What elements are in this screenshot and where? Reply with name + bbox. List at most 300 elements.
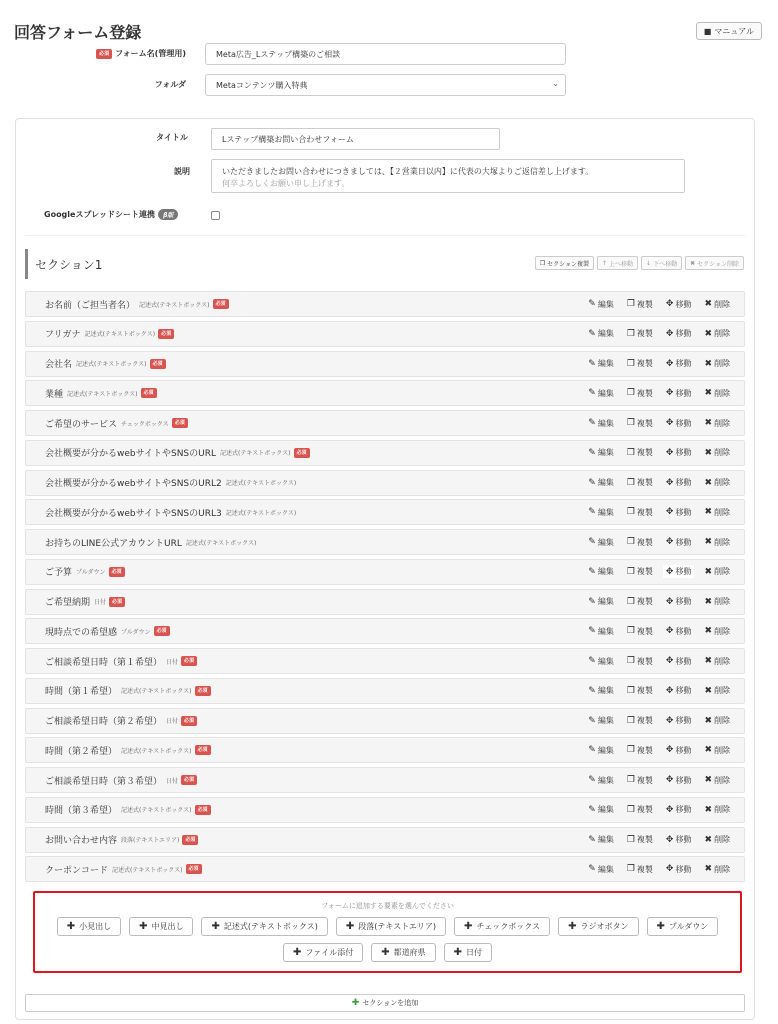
description-line-2: 何卒よろしくお願い申し上げます。	[222, 179, 350, 188]
plus-icon: ✚	[66, 921, 76, 932]
question-title[interactable]: 現時点での希望感	[45, 627, 118, 638]
question-row	[25, 648, 745, 674]
edit-label: 編集	[597, 418, 614, 428]
edit-button[interactable]	[588, 328, 614, 339]
edit-label: 編集	[597, 775, 614, 785]
form-name-label: フォーム名(管理用)	[115, 49, 186, 58]
pencil-icon: ✎	[588, 537, 596, 547]
plus-icon: ✚	[453, 947, 462, 958]
copy-label: 複製	[636, 626, 653, 636]
question-type: プルダウン	[121, 628, 151, 636]
question-title[interactable]: ご相談希望日時（第１希望）	[45, 657, 163, 668]
delete-label: 削除	[714, 775, 730, 785]
edit-button[interactable]	[588, 626, 614, 637]
add-element-button[interactable]	[336, 917, 446, 936]
pencil-icon: ✎	[588, 864, 596, 875]
close-icon: ✖	[704, 775, 712, 785]
pencil-icon: ✎	[588, 388, 596, 399]
add-section-label: セクションを追加	[362, 999, 419, 1007]
question-actions	[588, 828, 730, 852]
question-actions	[588, 857, 730, 881]
edit-button[interactable]	[588, 834, 614, 845]
question-row	[25, 737, 745, 763]
copy-icon: ❐	[626, 507, 635, 518]
edit-button[interactable]	[588, 388, 614, 399]
copy-button[interactable]	[627, 418, 653, 429]
sheets-label: Googleスプレッドシート連携	[44, 210, 156, 219]
pencil-icon: ✎	[588, 685, 596, 696]
add-element-button[interactable]	[57, 917, 121, 936]
move-label: 移動	[675, 478, 692, 487]
section-tool-button[interactable]	[535, 256, 594, 270]
add-element-button[interactable]	[454, 917, 550, 936]
copy-button[interactable]	[627, 566, 653, 577]
pencil-icon: ✎	[588, 626, 596, 637]
add-element-button[interactable]	[201, 917, 327, 936]
delete-label: 削除	[714, 745, 730, 755]
delete-button[interactable]	[704, 715, 730, 726]
delete-label: 削除	[714, 537, 730, 547]
edit-button[interactable]	[588, 447, 614, 458]
book-icon: ■	[703, 26, 712, 36]
section-tool-button[interactable]	[685, 256, 744, 270]
copy-label: 複製	[636, 686, 653, 696]
delete-button[interactable]	[704, 358, 730, 369]
question-type: 記述式(テキストボックス)	[112, 866, 183, 874]
move-icon: ✥	[665, 328, 674, 339]
move-button[interactable]	[666, 656, 692, 667]
copy-label: 複製	[636, 507, 653, 517]
question-type: 記述式(テキストボックス)	[121, 747, 192, 755]
move-button[interactable]	[666, 447, 692, 458]
question-title[interactable]: ご相談希望日時（第２希望）	[45, 717, 163, 727]
question-title[interactable]: 会社概要が分かるwebサイトやSNSのURL3	[45, 508, 222, 519]
question-actions	[588, 619, 730, 643]
edit-button[interactable]	[588, 596, 614, 607]
add-element-label: 記述式(テキストボックス)	[223, 922, 318, 931]
question-title[interactable]: お名前（ご担当者名）	[45, 300, 136, 311]
move-button[interactable]	[666, 596, 692, 607]
question-title[interactable]: 会社概要が分かるwebサイトやSNSのURL	[45, 449, 216, 460]
copy-label: 複製	[636, 567, 653, 577]
copy-label: 複製	[636, 329, 653, 339]
copy-icon: ❐	[626, 418, 635, 428]
move-label: 移動	[675, 448, 692, 458]
edit-label: 編集	[597, 686, 614, 696]
edit-label: 編集	[597, 299, 614, 309]
copy-label: 複製	[636, 418, 653, 428]
manual-button[interactable]	[696, 22, 762, 40]
required-badge: 必須	[186, 864, 202, 874]
edit-button[interactable]	[588, 537, 614, 548]
close-icon: ✖	[704, 715, 712, 726]
section-title: セクション1	[25, 249, 102, 279]
divider	[25, 235, 745, 236]
section-tool-label: セクション複製	[547, 260, 589, 268]
add-element-label: 段落(テキストエリア)	[358, 922, 437, 931]
delete-label: 削除	[714, 478, 730, 487]
add-element-label: 小見出し	[79, 922, 112, 931]
close-icon: ✖	[704, 388, 712, 399]
copy-icon: ❐	[626, 804, 635, 815]
copy-icon: ❐	[626, 715, 635, 726]
edit-label: 編集	[597, 864, 614, 874]
edit-label: 編集	[597, 537, 614, 547]
move-icon: ✥	[665, 418, 674, 428]
copy-icon: ❐	[626, 328, 635, 339]
move-icon: ✥	[665, 864, 674, 875]
copy-button[interactable]	[627, 745, 653, 756]
required-badge: 必須	[109, 567, 125, 577]
question-row	[25, 827, 745, 853]
section-tool-button[interactable]	[641, 256, 682, 270]
move-button[interactable]	[666, 864, 692, 875]
copy-button[interactable]	[627, 388, 653, 399]
move-icon: ✥	[665, 358, 674, 369]
question-type: プルダウン	[76, 569, 106, 577]
copy-icon: ❐	[626, 358, 635, 369]
add-section-button[interactable]	[25, 994, 745, 1012]
edit-button[interactable]	[588, 656, 614, 667]
move-icon: ✥	[665, 447, 674, 458]
sheets-checkbox[interactable]	[211, 211, 220, 220]
question-actions	[588, 768, 730, 792]
add-element-label: プルダウン	[668, 922, 709, 931]
move-label: 移動	[675, 716, 692, 725]
move-label: 移動	[675, 597, 692, 606]
close-icon: ✖	[704, 685, 712, 696]
question-type: 記述式(テキストボックス)	[84, 331, 156, 339]
copy-label: 複製	[636, 388, 653, 398]
close-icon: ✖	[704, 566, 712, 577]
delete-button[interactable]	[704, 537, 730, 548]
copy-button[interactable]	[627, 864, 653, 875]
close-icon: ✖	[704, 507, 712, 518]
move-button[interactable]	[663, 565, 695, 578]
edit-button[interactable]	[588, 864, 614, 875]
question-title[interactable]: 会社概要が分かるwebサイトやSNSのURL2	[45, 479, 222, 489]
move-icon: ✥	[665, 834, 674, 845]
description-textarea[interactable]	[211, 159, 685, 193]
delete-label: 削除	[714, 329, 730, 339]
copy-button[interactable]	[627, 447, 653, 458]
title-input[interactable]: Lステップ構築お問い合わせフォーム	[211, 128, 500, 150]
delete-button[interactable]	[704, 685, 730, 696]
move-button[interactable]	[666, 834, 692, 845]
required-badge: 必須	[154, 626, 170, 636]
question-actions	[588, 471, 730, 495]
pencil-icon: ✎	[588, 358, 596, 369]
delete-button[interactable]	[704, 388, 730, 399]
copy-button[interactable]	[627, 596, 653, 607]
copy-label: 複製	[636, 745, 653, 755]
delete-label: 削除	[714, 805, 730, 815]
delete-button[interactable]	[704, 745, 730, 756]
copy-icon: ❐	[626, 299, 635, 309]
title-label: タイトル	[156, 133, 188, 142]
copy-button[interactable]	[627, 775, 653, 786]
question-title[interactable]: ご予算	[45, 568, 73, 579]
edit-button[interactable]	[588, 804, 614, 815]
delete-label: 削除	[714, 716, 730, 725]
form-name-label-group	[96, 48, 186, 59]
required-badge: 必須	[182, 835, 198, 845]
copy-button[interactable]	[627, 358, 653, 369]
question-title[interactable]: クーポンコード	[45, 865, 109, 876]
question-type: 記述式(テキストボックス)	[121, 807, 192, 815]
delete-label: 削除	[714, 448, 730, 458]
copy-icon: ❐	[626, 656, 635, 666]
form-editor-panel	[15, 118, 755, 1020]
move-button[interactable]	[666, 715, 692, 726]
delete-label: 削除	[714, 567, 730, 577]
move-button[interactable]	[666, 388, 692, 399]
plus-icon: ✚	[656, 921, 665, 932]
required-badge: 必須	[96, 49, 112, 59]
question-row	[25, 797, 745, 823]
pencil-icon: ✎	[588, 328, 596, 339]
close-icon: ✖	[704, 745, 712, 756]
add-element-label: 日付	[466, 948, 482, 957]
add-element-button[interactable]	[283, 943, 363, 962]
delete-button[interactable]	[704, 566, 730, 577]
manual-label: マニュアル	[714, 26, 754, 36]
plus-icon: ✚	[464, 921, 473, 932]
move-button[interactable]	[666, 358, 692, 369]
question-type: 記述式(テキストボックス)	[225, 480, 297, 487]
move-button[interactable]	[666, 477, 692, 488]
move-button[interactable]	[666, 537, 692, 548]
delete-button[interactable]	[704, 626, 730, 637]
move-icon: ✥	[665, 477, 674, 488]
edit-button[interactable]	[588, 507, 614, 518]
question-title[interactable]: ご希望のサービス	[45, 419, 118, 430]
close-icon: ✖	[704, 656, 712, 666]
question-actions	[588, 322, 730, 346]
copy-icon: ❐	[626, 775, 635, 785]
move-icon: ✥	[665, 596, 674, 607]
copy-button[interactable]	[627, 656, 653, 667]
question-type: 記述式(テキストボックス)	[185, 539, 257, 547]
question-title[interactable]: 時間（第３希望）	[45, 806, 118, 817]
copy-icon: ❐	[626, 864, 635, 875]
copy-icon: ❐	[626, 477, 635, 488]
question-actions	[588, 530, 730, 554]
question-row	[25, 410, 745, 436]
page-title: 回答フォーム登録	[14, 23, 142, 42]
question-row	[25, 380, 745, 406]
add-element-label: ラジオボタン	[580, 922, 629, 931]
question-title[interactable]: 時間（第２希望）	[45, 746, 118, 757]
question-type: 日付	[166, 718, 179, 725]
question-row	[25, 529, 745, 555]
delete-button[interactable]	[704, 418, 730, 429]
move-button[interactable]	[666, 299, 692, 310]
delete-button[interactable]	[704, 864, 730, 875]
question-row	[25, 470, 745, 496]
question-title[interactable]: ご相談希望日時（第３希望）	[45, 776, 163, 787]
copy-label: 複製	[636, 299, 653, 309]
add-element-label: 都道府県	[393, 948, 426, 957]
delete-button[interactable]	[704, 596, 730, 607]
form-name-input[interactable]: Meta広告_Lステップ構築のご相談	[205, 43, 566, 65]
edit-button[interactable]	[588, 477, 614, 488]
question-title[interactable]: フリガナ	[45, 330, 81, 341]
delete-button[interactable]	[704, 328, 730, 339]
question-type: 記述式(テキストボックス)	[220, 450, 291, 458]
question-title[interactable]: 業種	[45, 389, 64, 400]
question-row	[25, 351, 745, 377]
question-actions	[588, 798, 730, 822]
close-icon: ✖	[690, 259, 696, 267]
copy-button[interactable]	[627, 804, 653, 815]
pencil-icon: ✎	[588, 745, 596, 756]
close-icon: ✖	[704, 328, 712, 339]
plus-icon: ✚	[351, 998, 360, 1008]
delete-button[interactable]	[704, 447, 730, 458]
edit-button[interactable]	[588, 685, 614, 696]
close-icon: ✖	[704, 596, 712, 607]
question-title[interactable]: お問い合わせ内容	[45, 836, 118, 846]
copy-button[interactable]	[627, 507, 653, 518]
move-button[interactable]	[666, 745, 692, 756]
delete-button[interactable]	[704, 804, 730, 815]
copy-label: 複製	[636, 656, 653, 666]
pencil-icon: ✎	[588, 715, 596, 726]
question-row	[25, 618, 745, 644]
section-tool-button[interactable]	[597, 256, 638, 270]
folder-label: フォルダ	[154, 80, 186, 89]
question-title[interactable]: 時間（第１希望）	[45, 687, 118, 698]
question-type: 記述式(テキストボックス)	[121, 688, 192, 696]
question-actions	[588, 292, 730, 316]
required-badge: 必須	[181, 656, 197, 666]
move-icon: ✥	[665, 626, 674, 637]
copy-icon: ❐	[626, 685, 635, 696]
delete-button[interactable]	[704, 775, 730, 786]
delete-label: 削除	[714, 597, 730, 606]
move-button[interactable]	[666, 685, 692, 696]
delete-button[interactable]	[704, 834, 730, 845]
copy-button[interactable]	[627, 537, 653, 548]
edit-button[interactable]	[588, 358, 614, 369]
delete-button[interactable]	[704, 507, 730, 518]
add-element-button[interactable]	[371, 943, 435, 962]
form-name-row	[0, 43, 778, 65]
copy-icon: ❐	[626, 745, 635, 756]
pencil-icon: ✎	[588, 507, 596, 518]
delete-label: 削除	[714, 299, 730, 309]
question-actions	[588, 500, 730, 524]
move-button[interactable]	[666, 775, 692, 786]
move-label: 移動	[675, 418, 692, 428]
question-actions	[588, 352, 730, 376]
copy-button[interactable]	[627, 299, 653, 310]
question-type: 段落(テキストエリア)	[121, 837, 180, 844]
delete-button[interactable]	[704, 299, 730, 310]
edit-button[interactable]	[588, 775, 614, 786]
copy-label: 複製	[636, 835, 653, 844]
plus-icon: ✚	[345, 921, 355, 932]
add-element-label: 中見出し	[151, 922, 184, 931]
close-icon: ✖	[704, 447, 712, 458]
edit-label: 編集	[597, 745, 614, 755]
add-element-button[interactable]	[647, 917, 719, 936]
move-button[interactable]	[666, 328, 692, 339]
copy-label: 複製	[636, 805, 653, 815]
move-label: 移動	[675, 835, 692, 844]
add-element-panel	[33, 891, 742, 973]
delete-button[interactable]	[704, 656, 730, 667]
move-button[interactable]	[666, 507, 692, 518]
edit-label: 編集	[597, 656, 614, 666]
add-element-button[interactable]	[444, 943, 492, 962]
question-actions	[588, 381, 730, 405]
copy-button[interactable]	[627, 477, 653, 488]
section-tool-label: 下へ移動	[653, 260, 678, 268]
move-label: 移動	[675, 567, 692, 577]
copy-label: 複製	[636, 537, 653, 547]
question-actions	[588, 649, 730, 673]
required-badge: 必須	[181, 716, 197, 726]
folder-select[interactable]	[205, 74, 566, 96]
question-row	[25, 440, 745, 466]
question-list	[25, 291, 745, 886]
move-button[interactable]	[666, 626, 692, 637]
arrow-up-icon: ↑	[601, 259, 608, 267]
edit-button[interactable]	[588, 566, 614, 577]
move-label: 移動	[675, 329, 692, 339]
copy-button[interactable]	[627, 626, 653, 637]
edit-button[interactable]	[588, 745, 614, 756]
edit-button[interactable]	[588, 418, 614, 429]
question-type: 日付	[166, 658, 179, 666]
move-icon: ✥	[665, 715, 674, 726]
description-label: 説明	[174, 167, 190, 176]
edit-button[interactable]	[588, 715, 614, 726]
edit-label: 編集	[597, 835, 614, 844]
question-type: 記述式(テキストボックス)	[139, 301, 210, 309]
plus-icon: ✚	[139, 921, 148, 932]
close-icon: ✖	[704, 418, 712, 428]
copy-button[interactable]	[627, 715, 653, 726]
add-element-button[interactable]	[558, 917, 638, 936]
delete-button[interactable]	[704, 477, 730, 488]
move-button[interactable]	[666, 418, 692, 429]
edit-label: 編集	[597, 626, 614, 636]
question-title[interactable]: 会社名	[45, 360, 73, 370]
copy-button[interactable]	[627, 685, 653, 696]
edit-label: 編集	[597, 388, 614, 398]
move-icon: ✥	[665, 804, 674, 815]
edit-button[interactable]	[588, 299, 614, 310]
move-icon: ✥	[665, 388, 674, 399]
question-title[interactable]: ご希望納期	[45, 598, 91, 608]
copy-icon: ❐	[626, 596, 635, 607]
question-title[interactable]: お持ちのLINE公式アカウントURL	[45, 538, 182, 549]
move-button[interactable]	[666, 804, 692, 815]
close-icon: ✖	[704, 477, 712, 488]
copy-button[interactable]	[627, 328, 653, 339]
pencil-icon: ✎	[588, 477, 596, 488]
section-toolbar	[535, 256, 744, 270]
copy-button[interactable]	[627, 834, 653, 845]
question-row	[25, 589, 745, 615]
move-icon: ✥	[665, 537, 674, 547]
add-element-button[interactable]	[129, 917, 193, 936]
move-icon: ✥	[665, 775, 674, 785]
question-row	[25, 767, 745, 793]
